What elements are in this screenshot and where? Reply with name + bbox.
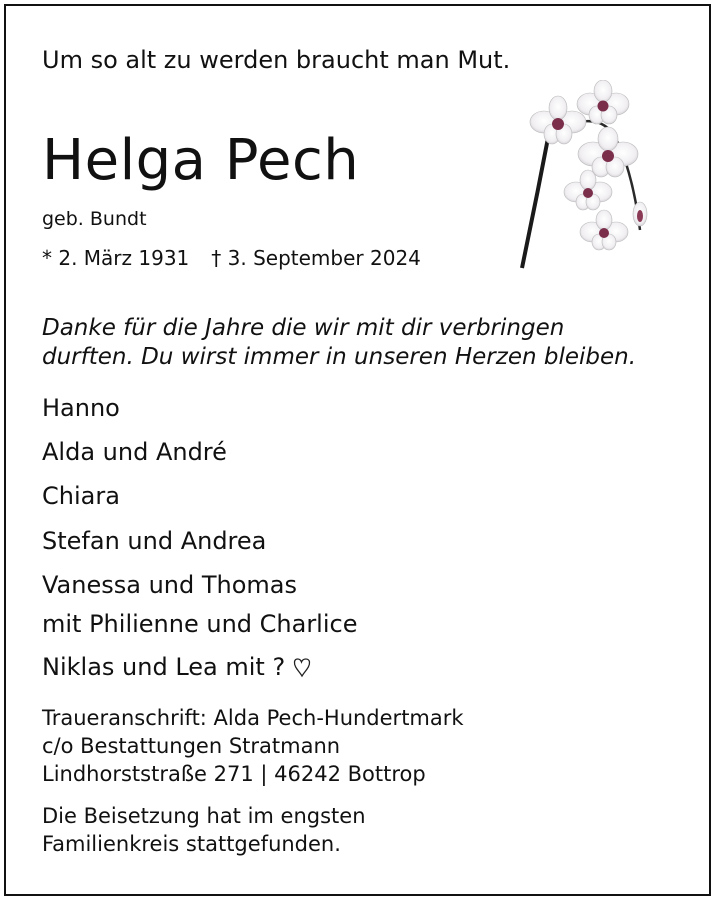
family-member-last [42,653,311,681]
orchid-icon [500,80,670,270]
life-dates [42,246,421,270]
address-line: c/o Bestattungen Stratmann [42,734,341,758]
family-member: mit Philienne und Charlice [42,610,358,638]
family-member: Chiara [42,482,120,510]
family-member: Vanessa und Thomas [42,571,298,599]
family-member: Stefan und Andrea [42,527,267,555]
birth-date: * 2. März 1931 [42,246,190,270]
burial-note [42,802,366,858]
family-member: Hanno [42,394,120,422]
mourning-address [42,704,464,788]
family-member: Alda und André [42,438,227,466]
note-line: Familienkreis stattgefunden. [42,832,341,856]
quote-line: durften. Du wirst immer in unseren Herzen bleiben. [42,344,637,370]
deceased-name: Helga Pech [42,128,360,193]
born-name: geb. Bundt [42,208,147,230]
address-line: Lindhorststraße 271 | 46242 Bottrop [42,762,426,786]
death-date: † 3. September 2024 [211,246,421,270]
family-member: Niklas und Lea mit ? [42,653,286,681]
farewell-quote [42,314,636,372]
heart-icon [293,656,311,678]
address-line: Traueranschrift: Alda Pech-Hundertmark [42,706,464,730]
quote-line: Danke für die Jahre die wir mit dir verbringen [42,315,565,341]
motto: Um so alt zu werden braucht man Mut. [42,46,511,74]
note-line: Die Beisetzung hat im engsten [42,804,366,828]
